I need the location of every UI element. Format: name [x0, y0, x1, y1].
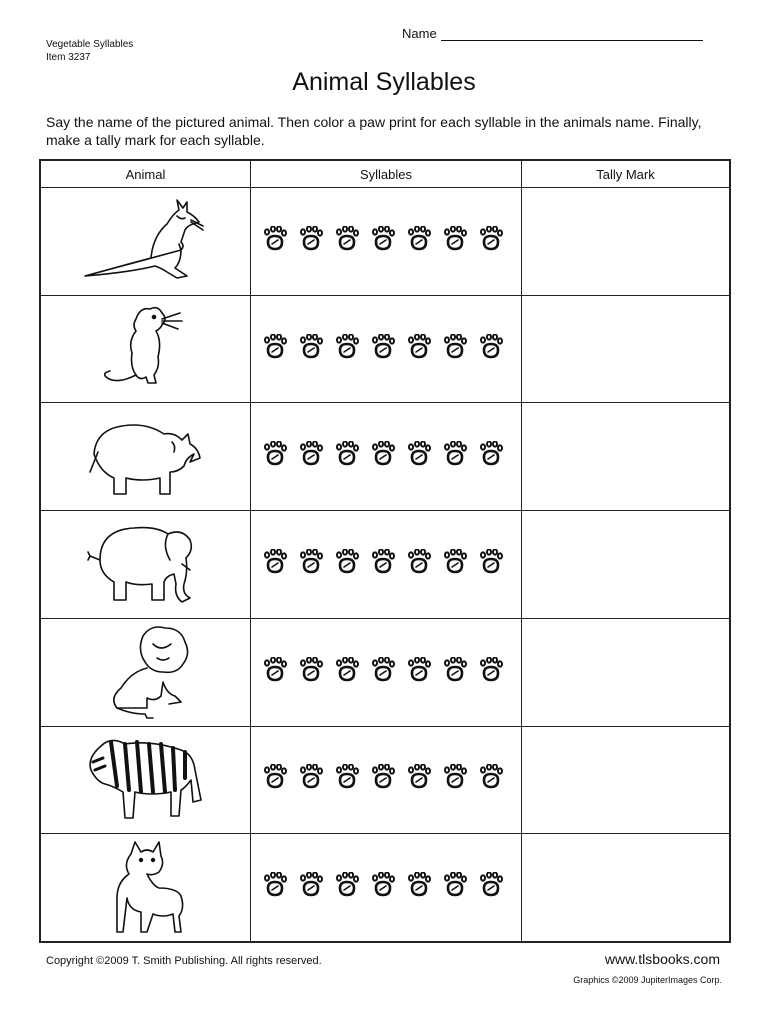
paw-print-icon[interactable]	[443, 334, 467, 365]
worksheet-meta	[46, 38, 133, 64]
paw-print-icon[interactable]	[407, 549, 431, 580]
table-row	[41, 295, 730, 403]
paw-print-icon[interactable]	[299, 334, 323, 365]
paw-print-icon[interactable]	[443, 549, 467, 580]
paw-print-icon[interactable]	[443, 764, 467, 795]
animal-cell	[41, 618, 251, 726]
paw-print-icon[interactable]	[371, 872, 395, 903]
paw-print-icon[interactable]	[263, 334, 287, 365]
paw-print-icon[interactable]	[443, 872, 467, 903]
paw-print-icon[interactable]	[443, 657, 467, 688]
paw-print-icon[interactable]	[335, 872, 359, 903]
syllables-cell	[251, 295, 522, 403]
mouse-icon	[41, 301, 250, 397]
paw-print-icon[interactable]	[371, 657, 395, 688]
rhinoceros-icon	[41, 412, 250, 502]
paw-print-icon[interactable]	[335, 764, 359, 795]
table-header-row	[41, 161, 730, 188]
table-row	[41, 403, 730, 511]
copyright-text: Copyright ©2009 T. Smith Publishing. All rights reserved.	[46, 955, 322, 967]
paw-print-icon[interactable]	[479, 441, 503, 472]
graphics-credit: Graphics ©2009 JupiterImages Corp.	[573, 975, 722, 985]
name-blank-line[interactable]	[441, 28, 703, 41]
paw-print-icon[interactable]	[299, 657, 323, 688]
paw-print-icon[interactable]	[263, 657, 287, 688]
table-row	[41, 726, 730, 834]
paw-print-icon[interactable]	[335, 334, 359, 365]
animal-cell	[41, 511, 251, 619]
animal-cell	[41, 726, 251, 834]
paw-print-icon[interactable]	[371, 441, 395, 472]
paw-print-icon[interactable]	[299, 441, 323, 472]
paw-print-icon[interactable]	[443, 226, 467, 257]
paw-print-icon[interactable]	[371, 549, 395, 580]
paw-print-icon[interactable]	[335, 657, 359, 688]
paw-print-icon[interactable]	[479, 764, 503, 795]
table-row	[41, 511, 730, 619]
paw-print-icon[interactable]	[335, 441, 359, 472]
dog-icon	[41, 838, 250, 938]
column-header-syllables: Syllables	[251, 161, 522, 188]
elephant-icon	[41, 516, 250, 612]
table-row	[41, 188, 730, 296]
tally-mark-cell[interactable]	[522, 403, 730, 511]
paw-print-icon[interactable]	[299, 549, 323, 580]
syllables-cell	[251, 188, 522, 296]
tally-mark-cell[interactable]	[522, 726, 730, 834]
paw-print-icon[interactable]	[407, 657, 431, 688]
paw-print-icon[interactable]	[371, 334, 395, 365]
syllables-cell	[251, 403, 522, 511]
tally-mark-cell[interactable]	[522, 618, 730, 726]
paw-print-icon[interactable]	[263, 226, 287, 257]
paw-print-icon[interactable]	[479, 226, 503, 257]
animal-cell	[41, 403, 251, 511]
paw-print-icon[interactable]	[371, 226, 395, 257]
kangaroo-icon	[41, 196, 250, 286]
name-label: Name	[402, 26, 437, 41]
zebra-icon	[41, 730, 250, 830]
tally-mark-cell[interactable]	[522, 834, 730, 942]
animal-cell	[41, 834, 251, 942]
paw-print-icon[interactable]	[407, 872, 431, 903]
tally-mark-cell[interactable]	[522, 511, 730, 619]
paw-print-icon[interactable]	[479, 549, 503, 580]
syllables-cell	[251, 618, 522, 726]
paw-print-icon[interactable]	[407, 441, 431, 472]
name-field	[402, 26, 703, 41]
paw-print-icon[interactable]	[263, 549, 287, 580]
paw-print-icon[interactable]	[335, 549, 359, 580]
column-header-animal: Animal	[41, 161, 251, 188]
paw-print-icon[interactable]	[443, 441, 467, 472]
syllables-cell	[251, 726, 522, 834]
paw-print-icon[interactable]	[371, 764, 395, 795]
paw-print-icon[interactable]	[407, 764, 431, 795]
paw-print-icon[interactable]	[263, 441, 287, 472]
paw-print-icon[interactable]	[263, 872, 287, 903]
page-title: Animal Syllables	[292, 68, 476, 96]
paw-print-icon[interactable]	[263, 764, 287, 795]
series-label: Vegetable Syllables	[46, 39, 134, 50]
lion-icon	[41, 622, 250, 722]
paw-print-icon[interactable]	[335, 226, 359, 257]
item-number: Item 3237	[46, 52, 91, 63]
syllables-cell	[251, 834, 522, 942]
paw-print-icon[interactable]	[407, 226, 431, 257]
paw-print-icon[interactable]	[299, 872, 323, 903]
animal-cell	[41, 188, 251, 296]
paw-print-icon[interactable]	[479, 872, 503, 903]
table-row	[41, 834, 730, 942]
animal-cell	[41, 295, 251, 403]
column-header-tally: Tally Mark	[522, 161, 730, 188]
syllable-table	[39, 159, 731, 943]
table-row	[41, 618, 730, 726]
instructions: Say the name of the pictured animal. Then color a paw print for each syllable in the animals name. Finally, make a tally mark for each syllable.	[46, 114, 702, 148]
paw-print-icon[interactable]	[299, 226, 323, 257]
paw-print-icon[interactable]	[299, 764, 323, 795]
paw-print-icon[interactable]	[479, 657, 503, 688]
website-link[interactable]: www.tlsbooks.com	[604, 951, 720, 967]
tally-mark-cell[interactable]	[522, 188, 730, 296]
paw-print-icon[interactable]	[479, 334, 503, 365]
tally-mark-cell[interactable]	[522, 295, 730, 403]
syllables-cell	[251, 511, 522, 619]
paw-print-icon[interactable]	[407, 334, 431, 365]
